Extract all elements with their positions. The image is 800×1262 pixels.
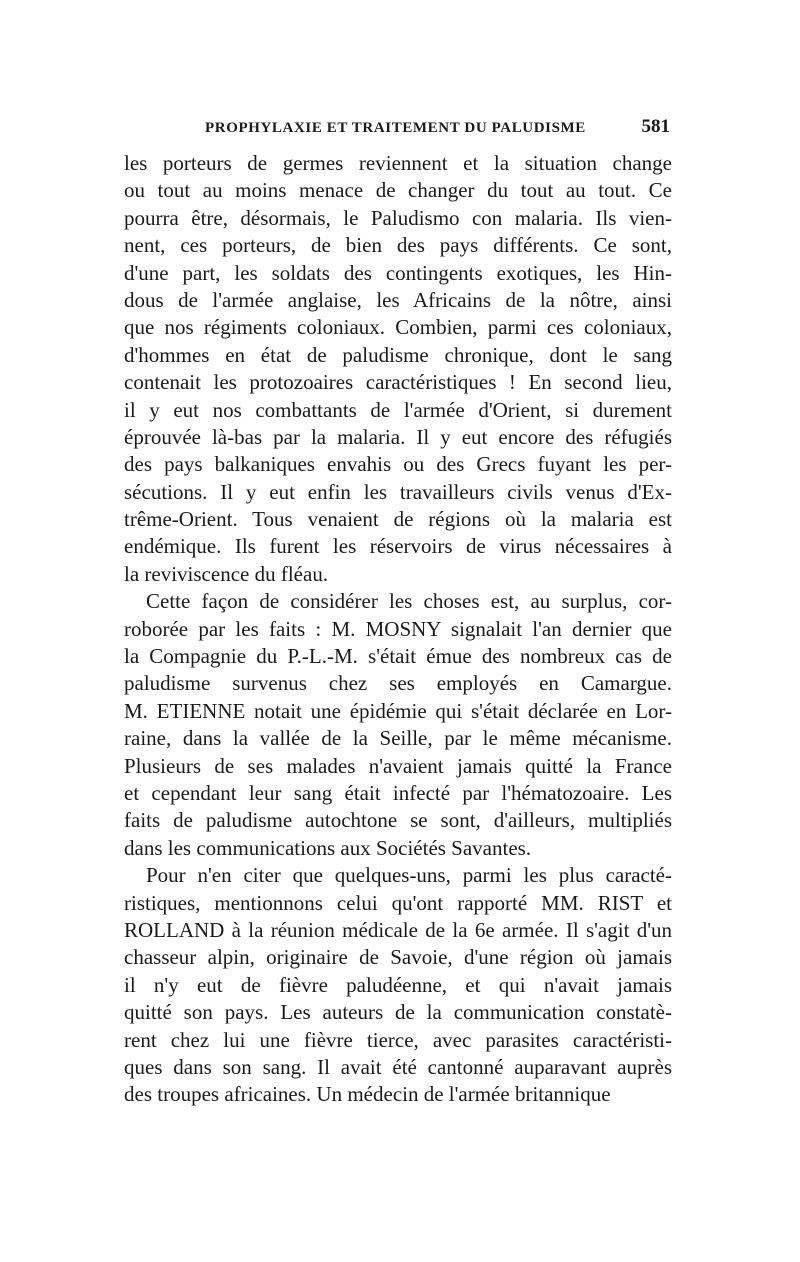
text-line: ROLLAND à la réunion médicale de la 6e armée. Il s'agit d'un [124, 917, 672, 942]
text-line: dans les communications aux Sociétés Savantes. [124, 835, 532, 860]
text-line: Plusieurs de ses malades n'avaient jamais quitté la France [124, 753, 672, 778]
text-line: roborée par les faits : M. MOSNY signalait l'an dernier que [124, 616, 672, 641]
text-line: dous de l'armée anglaise, les Africains de la nôtre, ainsi [124, 287, 672, 312]
text-line: des troupes africaines. Un médecin de l'armée britannique [124, 1082, 611, 1107]
running-title: PROPHYLAXIE ET TRAITEMENT DU PALUDISME [205, 120, 586, 136]
text-line: faits de paludisme autochtone se sont, d'ailleurs, multipliés [124, 808, 672, 833]
text-line: quitté son pays. Les auteurs de la communication constatè- [124, 1000, 672, 1025]
text-line: Pour n'en citer que quelques-uns, parmi les plus caracté- [146, 863, 672, 888]
text-line: que nos régiments coloniaux. Combien, parmi ces coloniaux, [124, 315, 672, 340]
page-number: 581 [641, 116, 670, 137]
text-line: il y eut nos combattants de l'armée d'Orient, si durement [124, 397, 672, 422]
text-line: M. ETIENNE notait une épidémie qui s'était déclarée en Lor- [124, 698, 672, 723]
text-line: rent chez lui une fièvre tierce, avec parasites caractéristi- [124, 1027, 672, 1052]
text-line: trême-Orient. Tous venaient de régions où la malaria est [124, 507, 672, 532]
text-line: des pays balkaniques envahis ou des Grecs fuyant les per- [124, 452, 672, 477]
running-head [205, 116, 670, 138]
text-line: endémique. Ils furent les réservoirs de virus nécessaires à [124, 534, 672, 559]
paragraph [124, 588, 672, 862]
paragraph [124, 150, 672, 588]
paragraph [124, 862, 672, 1109]
text-line: paludisme survenus chez ses employés en Camargue. [124, 671, 672, 696]
text-line: d'hommes en état de paludisme chronique, dont le sang [124, 342, 672, 367]
text-line: sécutions. Il y eut enfin les travailleurs civils venus d'Ex- [124, 479, 672, 504]
text-line: Cette façon de considérer les choses est, au surplus, cor- [146, 589, 672, 614]
text-line: la reviviscence du fléau. [124, 561, 329, 586]
text-line: il n'y eut de fièvre paludéenne, et qui n'avait jamais [124, 972, 672, 997]
text-line: les porteurs de germes reviennent et la situation change [124, 151, 672, 175]
text-line: pourra être, désormais, le Paludismo con malaria. Ils vien- [124, 205, 672, 230]
text-line: ou tout au moins menace de changer du tout au tout. Ce [124, 178, 672, 203]
text-line: et cependant leur sang était infecté par l'hématozoaire. Les [124, 780, 672, 805]
text-line: d'une part, les soldats des contingents exotiques, les Hin- [124, 260, 672, 285]
text-line: contenait les protozoaires caractéristiques ! En second lieu, [124, 370, 672, 395]
text-line: la Compagnie du P.-L.-M. s'était émue des nombreux cas de [124, 644, 672, 669]
text-line: chasseur alpin, originaire de Savoie, d'une région où jamais [124, 945, 672, 970]
body-text [124, 150, 672, 1109]
text-line: nent, ces porteurs, de bien des pays différents. Ce sont, [124, 233, 672, 258]
text-line: ristiques, mentionnons celui qu'ont rapporté MM. RIST et [124, 890, 672, 915]
text-line: éprouvée là-bas par la malaria. Il y eut encore des réfugiés [124, 424, 672, 449]
text-line: ques dans son sang. Il avait été cantonné auparavant auprès [124, 1054, 672, 1079]
text-line: raine, dans la vallée de la Seille, par le même mécanisme. [124, 726, 672, 751]
